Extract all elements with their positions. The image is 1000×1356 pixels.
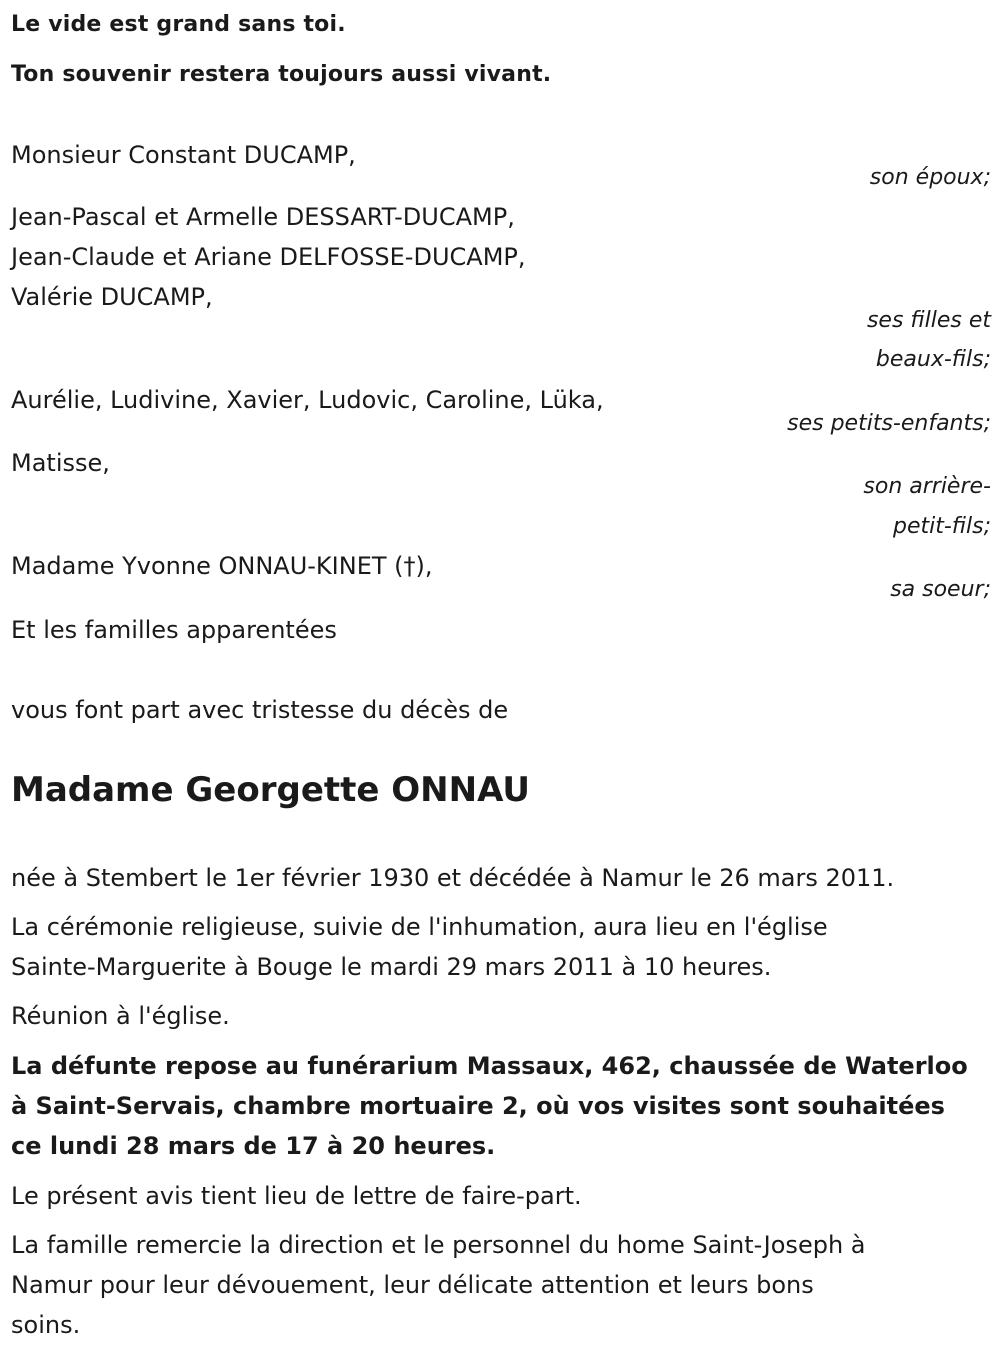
ceremony-line-1: La cérémonie religieuse, suivie de l'inhumation, aura lieu en l'église (11, 913, 828, 941)
announcement-line: vous font part avec tristesse du décès de (11, 696, 509, 724)
sister-name: Madame Yvonne ONNAU-KINET (†), (11, 552, 433, 580)
husband-name: Monsieur Constant DUCAMP, (11, 141, 356, 169)
birth-death-line: née à Stembert le 1er février 1930 et décédée à Namur le 26 mars 2011. (11, 864, 895, 892)
motto-line-2: Ton souvenir restera toujours aussi vivant. (11, 62, 552, 87)
funeral-home-line-2: à Saint-Servais, chambre mortuaire 2, où vos visites sont souhaitées (11, 1092, 945, 1120)
thanks-line-2: Namur pour leur dévouement, leur délicate attention et leurs bons (11, 1271, 814, 1299)
husband-role: son époux; (869, 165, 991, 190)
thanks-line-3: soins. (11, 1311, 81, 1339)
great-grandson-role-line-1: son arrière- (863, 474, 991, 499)
ceremony-line-2: Sainte-Marguerite à Bouge le mardi 29 mars 2011 à 10 heures. (11, 953, 772, 981)
daughter-name: Jean-Claude et Ariane DELFOSSE-DUCAMP, (11, 243, 526, 271)
great-grandson-role-line-2: petit-fils; (892, 514, 991, 539)
funeral-home-line-3: ce lundi 28 mars de 17 à 20 heures. (11, 1132, 496, 1160)
daughters-role-line-2: beaux-fils; (875, 347, 991, 372)
daughters-role-line-1: ses filles et (866, 308, 991, 333)
great-grandson-name: Matisse, (11, 449, 110, 477)
grandchildren-names: Aurélie, Ludivine, Xavier, Ludovic, Caroline, Lüka, (11, 386, 604, 414)
daughter-name: Jean-Pascal et Armelle DESSART-DUCAMP, (11, 203, 515, 231)
daughter-name: Valérie DUCAMP, (11, 283, 213, 311)
funeral-home-line-1: La défunte repose au funérarium Massaux, 462, chaussée de Waterloo (11, 1052, 968, 1080)
motto-line-1: Le vide est grand sans toi. (11, 12, 346, 37)
relatives-line: Et les familles apparentées (11, 616, 337, 644)
grandchildren-role: ses petits-enfants; (787, 411, 991, 436)
meeting-line: Réunion à l'église. (11, 1002, 230, 1030)
sister-role: sa soeur; (890, 577, 991, 602)
deceased-name: Madame Georgette ONNAU (11, 770, 530, 810)
notice-line: Le présent avis tient lieu de lettre de faire-part. (11, 1182, 582, 1210)
thanks-line-1: La famille remercie la direction et le personnel du home Saint-Joseph à (11, 1231, 866, 1259)
